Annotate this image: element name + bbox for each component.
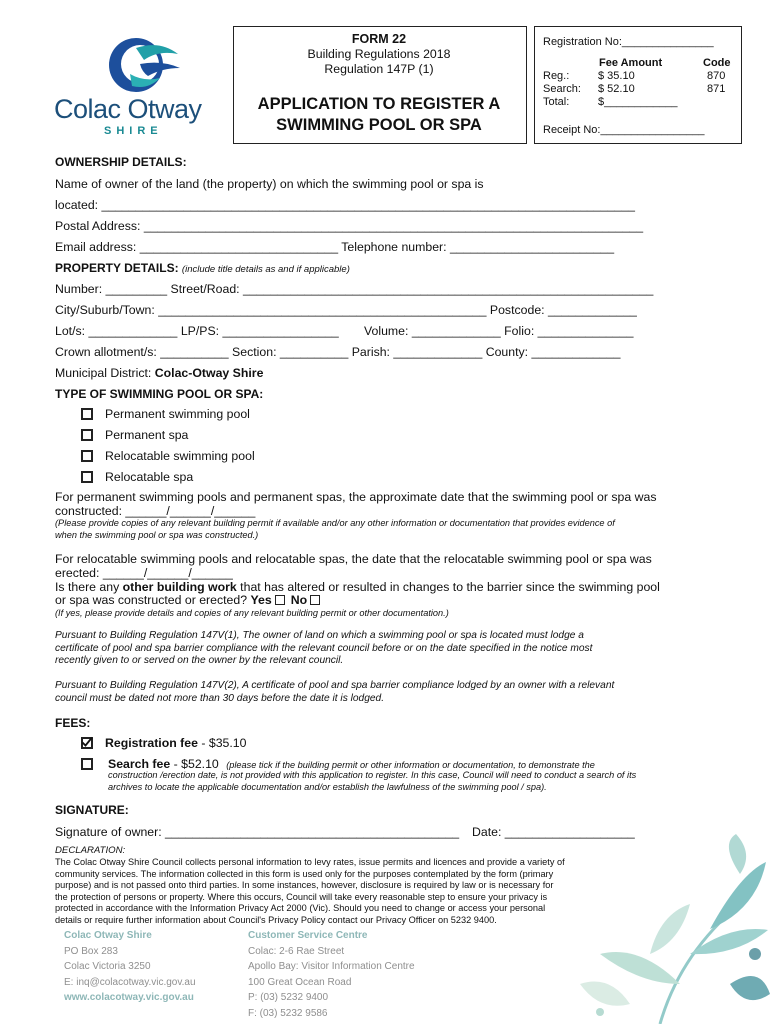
permanent-note-1: (Please provide copies of any relevant building permit if available and/or any other information or documentation that provides evidence of [55, 518, 615, 528]
constructed-date-field[interactable]: constructed: ______/______/______ [55, 504, 256, 518]
postal-address-field[interactable]: Postal Address: _________________________________________________________________________ [55, 219, 644, 233]
footer-contact-right [248, 928, 415, 1021]
yes-label: Yes [250, 593, 272, 607]
logo-emblem-icon [100, 34, 190, 96]
pursuant-147v2 [55, 680, 614, 705]
other-work-q-pre: Is there any [55, 580, 123, 594]
signature-heading: SIGNATURE: [55, 803, 129, 817]
declaration-line-5: protected in accordance with the Information Privacy Act 2000 (Vic). Should you need to change or access your personal [55, 903, 546, 914]
search-fee-note-3: archives to locate the applicable documentation and/or establish the lawfulness of the swimming pool / spa). [108, 782, 547, 792]
permanent-pool-checkbox[interactable] [81, 408, 93, 420]
municipal-district-label: Municipal District: [55, 366, 152, 380]
other-work-question [55, 580, 660, 594]
property-heading-note: (include title details as and if applicable) [181, 264, 350, 275]
permanent-spa-checkbox[interactable] [81, 429, 93, 441]
form-regulations: Building Regulations 2018 [307, 47, 451, 61]
footer-org-name: Colac Otway Shire [64, 930, 152, 941]
check-mark-icon [81, 736, 93, 748]
footer-website-link[interactable]: www.colacotway.vic.gov.au [64, 992, 194, 1003]
email-telephone-field[interactable]: Email address: _____________________________ Telephone number: ________________________ [55, 240, 615, 254]
declaration-line-1: The Colac Otway Shire Council collects personal information to levy rates, issue permits and licences and provide a variety of [55, 857, 565, 867]
relocatable-spa-checkbox[interactable] [81, 471, 93, 483]
volume-folio-field[interactable]: Volume: _____________ Folio: ______________ [364, 324, 634, 338]
registration-fee-text: Registration fee [105, 736, 198, 750]
shire-logo [54, 32, 214, 142]
search-fee-label: Search: [543, 83, 581, 95]
declaration-line-6: details or require further information about Council's Privacy Policy contact our Privacy Officer on 5232 9400. [55, 914, 497, 925]
crown-allotment-field[interactable]: Crown allotment/s: __________ Section: __________ Parish: _____________ County: _____________ [55, 345, 621, 359]
relocatable-pool-label: Relocatable swimming pool [105, 449, 255, 463]
municipal-district-value: Colac-Otway Shire [154, 366, 264, 380]
declaration-text [55, 857, 565, 927]
declaration-heading: DECLARATION: [55, 845, 126, 856]
receipt-no-field[interactable]: Receipt No:_________________ [543, 124, 705, 136]
property-heading [55, 261, 350, 275]
registration-fee-amount: - $35.10 [197, 736, 247, 750]
footer-phone: P: (03) 5232 9400 [248, 992, 329, 1003]
declaration-line-4: the protection of persons or property. Where this occurs, Council will take every reasonable step to ensure your privacy is [55, 891, 548, 902]
municipal-district [55, 366, 263, 380]
search-fee-code: 871 [707, 83, 726, 95]
footer-contact-left [64, 928, 196, 1006]
property-heading-text: PROPERTY DETAILS: [55, 261, 179, 275]
pursuant-147v1-line1: Pursuant to Building Regulation 147V(1), The owner of land on which a swimming pool or spa is located must lodge a [55, 630, 584, 641]
owner-name-field[interactable]: located: ______________________________________________________________________________ [55, 198, 635, 212]
search-fee-checkbox[interactable] [81, 758, 93, 770]
logo-tagline: SHIRE [104, 125, 163, 137]
other-work-q-line2: or spa was constructed or erected? [55, 593, 248, 607]
relocatable-spa-label: Relocatable spa [105, 470, 194, 484]
footer-colac-address: Colac: 2-6 Rae Street [248, 945, 345, 957]
total-fee-label: Total: [543, 96, 570, 108]
signature-date-field[interactable]: Date: ___________________ [472, 825, 635, 839]
city-postcode-field[interactable]: City/Suburb/Town: ________________________________________________ Postcode: _____________ [55, 303, 637, 317]
pursuant-147v1-line3: recently given to or served on the owner by the relevant council. [55, 655, 344, 667]
erected-date-field[interactable]: erected: ______/______/______ [55, 566, 233, 580]
registration-fee-label [105, 736, 246, 750]
other-work-q-bold: other building work [122, 580, 237, 594]
code-header: Code [703, 57, 731, 69]
fee-amount-header: Fee Amount [599, 57, 663, 69]
total-fee-field[interactable]: $____________ [598, 96, 678, 108]
permanent-note-2: when the swimming pool or spa was constructed.) [55, 530, 259, 540]
search-fee-text: Search fee [108, 757, 171, 771]
reg-fee-amount: $ 35.10 [598, 70, 635, 82]
footer-po-box: PO Box 283 [64, 945, 118, 957]
registration-no-field[interactable]: Registration No:_______________ [543, 36, 714, 48]
owner-signature-field[interactable]: Signature of owner: ___________________________________________ [55, 825, 460, 839]
form-regulation-number: Regulation 147P (1) [324, 62, 434, 76]
search-fee-amount: - $52.10 [170, 757, 219, 771]
footer-great-ocean-road: 100 Great Ocean Road [248, 976, 352, 988]
declaration-line-2: community services. The information collected in this form is used only for the purposes contemplated by the form (primary [55, 868, 554, 879]
owner-name-label: Name of owner of the land (the property) on which the swimming pool or spa is [55, 177, 484, 191]
street-number-field[interactable]: Number: _________ Street/Road: ____________________________________________________________ [55, 282, 654, 296]
yes-checkbox[interactable] [275, 595, 285, 605]
ownership-heading: OWNERSHIP DETAILS: [55, 155, 187, 169]
no-label: No [290, 593, 308, 607]
search-fee-amount: $ 52.10 [598, 83, 635, 95]
permanent-date-label: For permanent swimming pools and permanent spas, the approximate date that the swimming pool or spa was [55, 490, 657, 504]
pursuant-147v1 [55, 630, 592, 668]
logo-name: Colac Otway [54, 94, 202, 124]
fees-heading: FEES: [55, 716, 91, 730]
other-work-question-2 [55, 593, 326, 607]
pursuant-147v2-line2: council must be dated not more than 30 days before the date it is lodged. [55, 692, 385, 704]
other-work-q-post: that has altered or resulted in changes to the barrier since the swimming pool [236, 580, 660, 594]
form-number: FORM 22 [351, 32, 407, 46]
form-title-line1: APPLICATION TO REGISTER A [257, 95, 501, 113]
search-fee-note-1: (please tick if the building permit or other information or documentation, to demonstrate the [226, 760, 595, 770]
permanent-spa-label: Permanent spa [105, 428, 189, 442]
reg-fee-label: Reg.: [543, 70, 570, 82]
pool-type-heading: TYPE OF SWIMMING POOL OR SPA: [55, 387, 264, 401]
foliage-illustration-icon [540, 834, 770, 1024]
footer-address: Colac Victoria 3250 [64, 961, 151, 972]
footer-email-link[interactable]: E: inq@colacotway.vic.gov.au [64, 976, 196, 988]
permanent-pool-label: Permanent swimming pool [105, 407, 250, 421]
registration-fee-checkbox[interactable] [81, 737, 93, 749]
relocatable-pool-checkbox[interactable] [81, 450, 93, 462]
reg-fee-code: 870 [707, 70, 726, 82]
relocatable-date-label: For relocatable swimming pools and relocatable spas, the date that the relocatable swimming pool or spa was [55, 552, 652, 566]
lot-lpps-field[interactable]: Lot/s: _____________ LP/PS: _________________ [55, 324, 339, 338]
footer-apollo-bay: Apollo Bay: Visitor Information Centre [248, 961, 415, 972]
pursuant-147v2-line1: Pursuant to Building Regulation 147V(2), A certificate of pool and spa barrier compliance lodged by an owner with a relevant [55, 680, 615, 691]
no-checkbox[interactable] [310, 595, 320, 605]
form-title-line2: SWIMMING POOL OR SPA [276, 116, 482, 134]
footer-service-centre: Customer Service Centre [248, 930, 368, 941]
search-fee-note-2: construction /erection date, is not provided with this application to register. In this case, Council will need to conduct a search of its [108, 770, 637, 780]
declaration-line-3: purpose) and is not passed onto third parties. In some instances, however, disclosure is required by law or is necessary for [55, 880, 554, 891]
pursuant-147v1-line2: certificate of pool and spa barrier compliance with the relevant council before or on the date specified in the notice most [55, 642, 593, 654]
footer-fax: F: (03) 5232 9586 [248, 1007, 328, 1019]
other-work-note: (If yes, please provide details and copies of any relevant building permit or other documentation.) [55, 608, 449, 618]
